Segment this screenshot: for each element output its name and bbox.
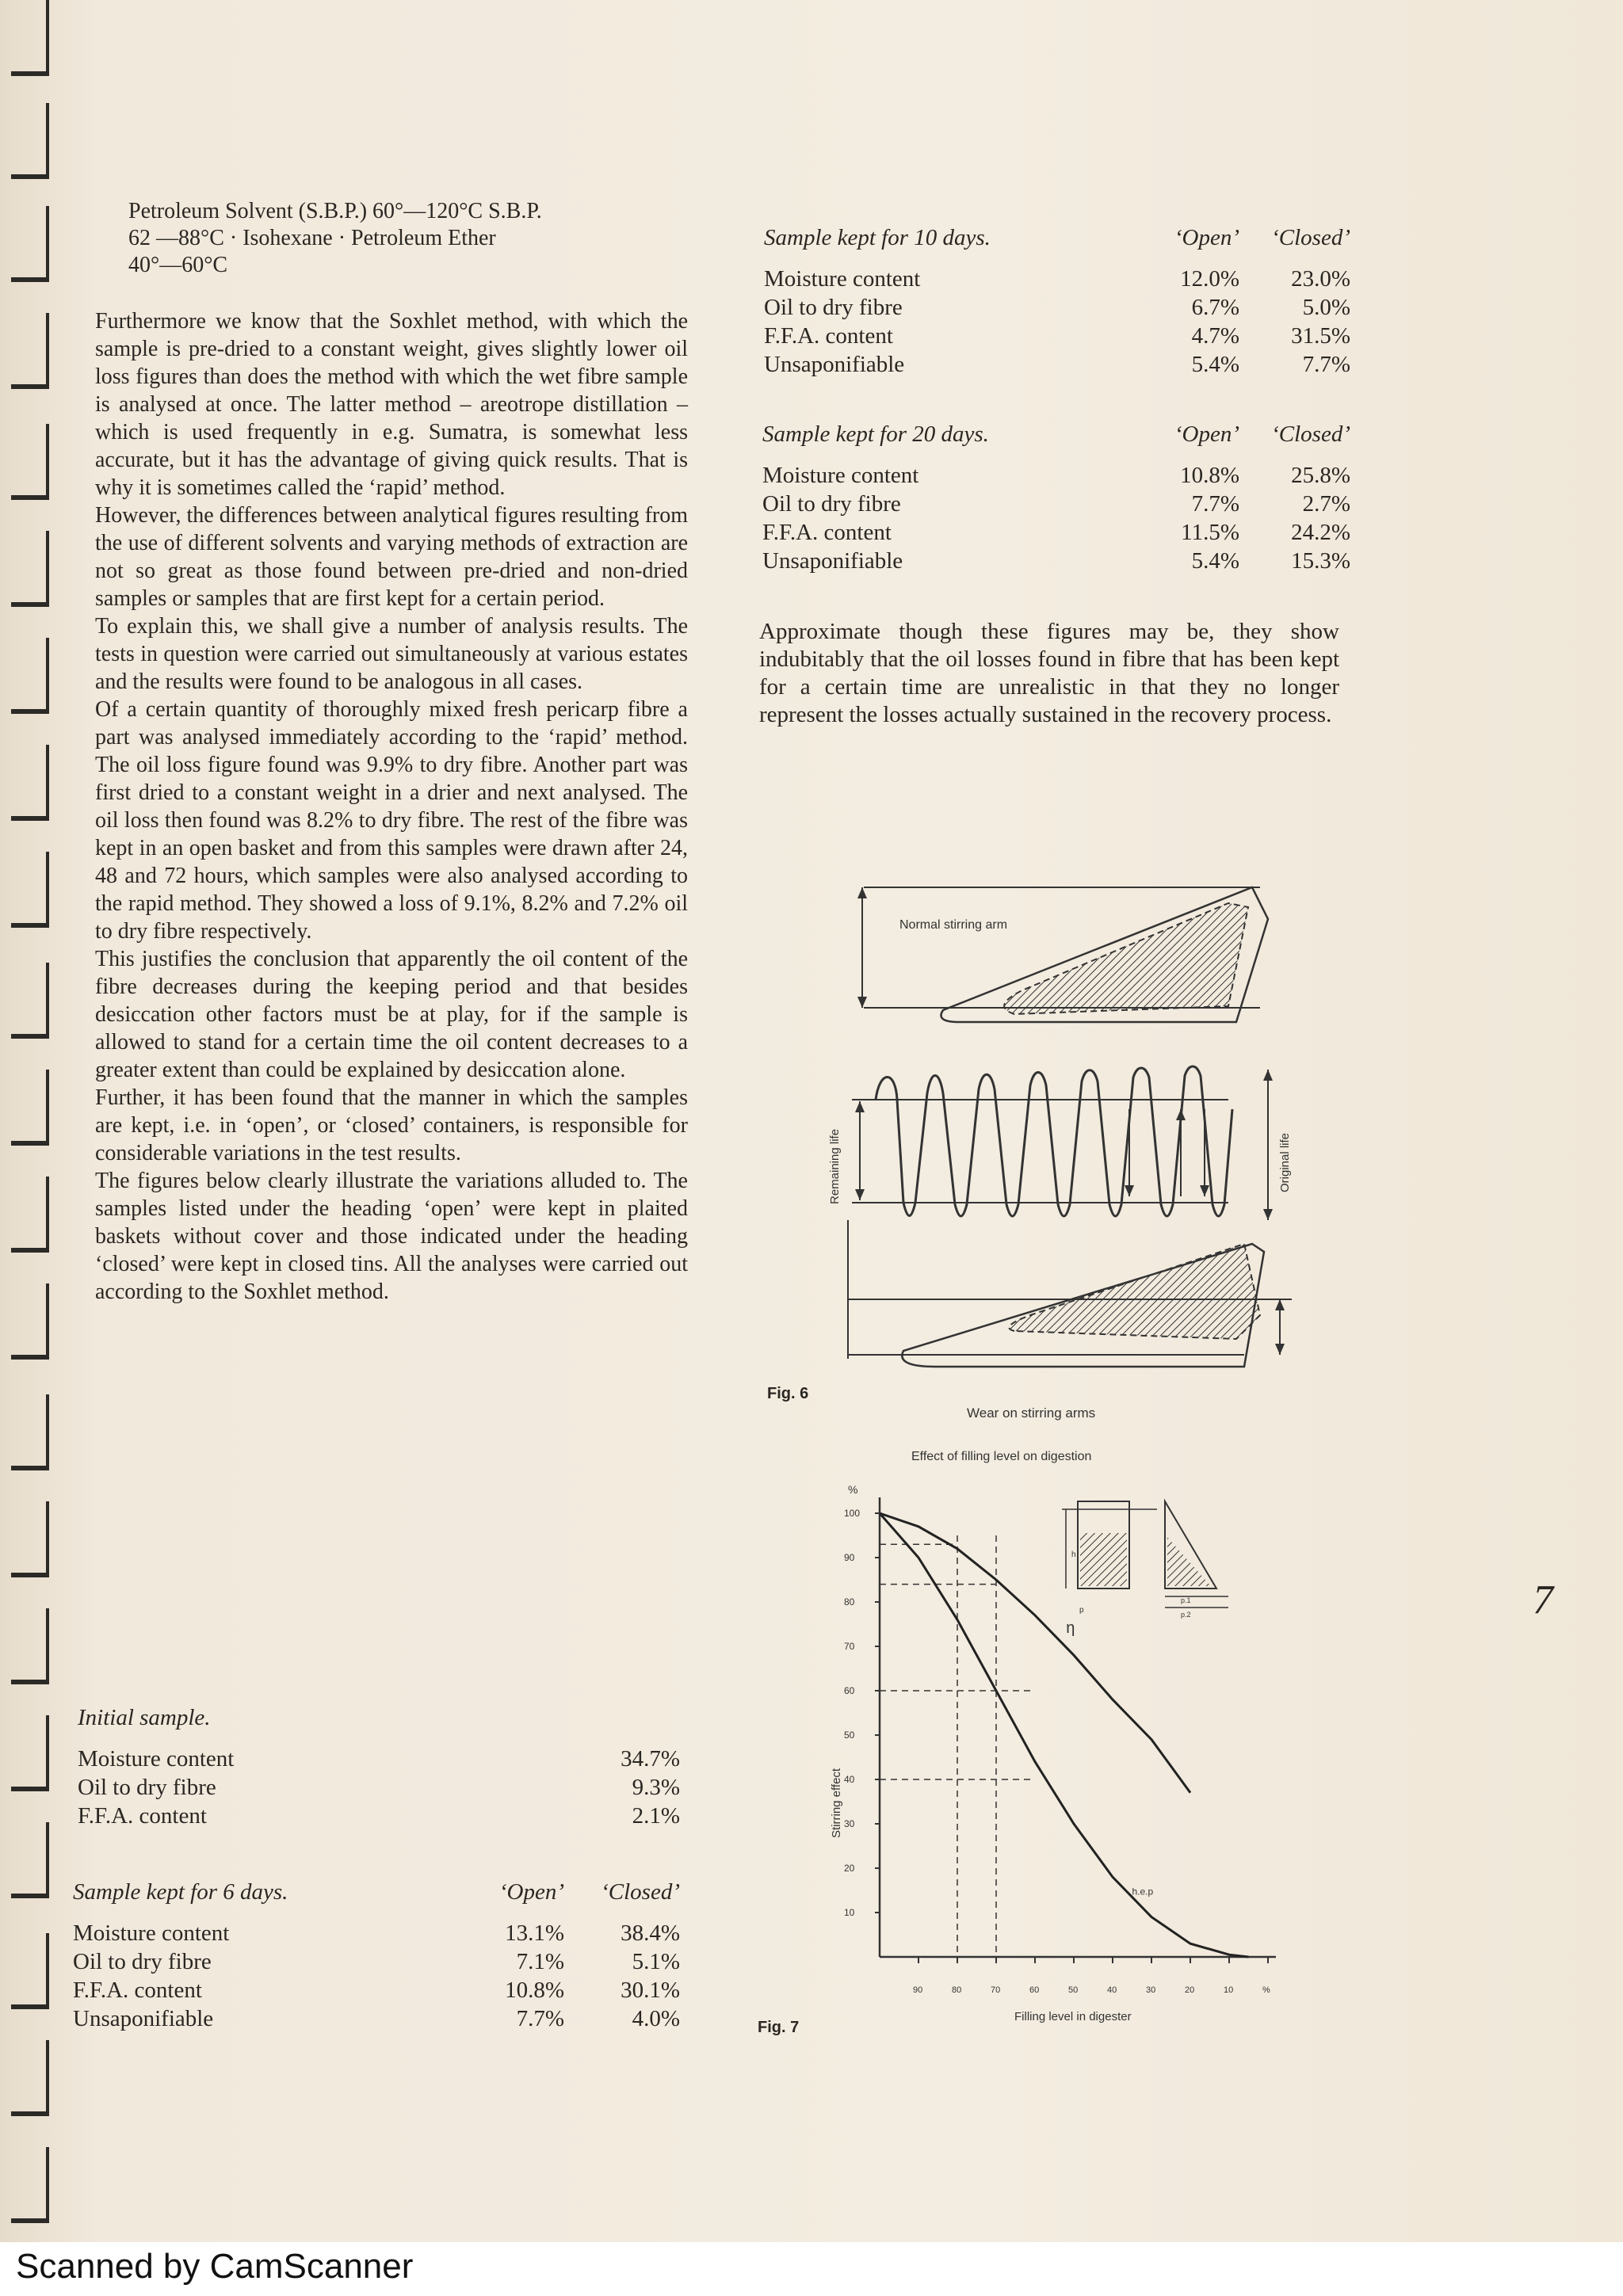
x-tick-label: 60	[1029, 1985, 1040, 1995]
inset-tank-fill	[1080, 1533, 1127, 1586]
table-row	[762, 490, 1350, 518]
table-row	[764, 322, 1350, 350]
binding-marks	[0, 0, 55, 2242]
open-value: 5.4%	[1191, 548, 1239, 574]
closed-value: 25.8%	[1291, 463, 1350, 488]
closed-value: 5.1%	[632, 1949, 680, 1974]
open-value: 12.0%	[1180, 266, 1239, 292]
table-row	[764, 265, 1350, 293]
table-row	[764, 350, 1350, 379]
row-label: F.F.A. content	[764, 323, 893, 349]
arm-label: Normal stirring arm	[899, 918, 1008, 932]
y-tick-label: 70	[844, 1641, 855, 1652]
row-label: Moisture content	[762, 463, 919, 488]
fig7-label: Fig. 7	[758, 2019, 800, 2036]
conclusion-text	[759, 618, 1339, 729]
fig7-chart	[816, 1482, 1339, 2028]
closed-value: 24.2%	[1291, 520, 1350, 545]
page-number: 7	[1533, 1577, 1553, 1623]
y-tick-label: 100	[844, 1508, 861, 1519]
row-label: Oil to dry fibre	[762, 491, 901, 517]
closed-value: 31.5%	[1291, 323, 1350, 349]
x-tick-label: 10	[1224, 1985, 1234, 1995]
inset-p-label: p	[1079, 1606, 1084, 1615]
closed-value: 4.0%	[632, 2006, 680, 2031]
series-eta-label: η	[1066, 1619, 1075, 1638]
y-tick-label: 60	[844, 1685, 855, 1696]
paragraph: To explain this, we shall give a number of analysis results. The tests in question were carried out simultaneously at various estates and the results were found to be analogous in all cases.	[95, 614, 688, 694]
row-label: Unsaponifiable	[762, 548, 903, 574]
intro-line: 62 —88°C · Isohexane · Petroleum Ether	[128, 226, 496, 250]
closed-value: 23.0%	[1291, 266, 1350, 292]
y-tick-label: 30	[844, 1818, 855, 1829]
closed-value: 30.1%	[621, 1978, 680, 2003]
paragraph: Approximate though these figures may be, they show indubitably that the oil losses found in fibre that has been kept for a certain time are unrealistic in that they no longer represent the losses actually sustained in the recovery process.	[759, 619, 1339, 727]
closed-value: 38.4%	[621, 1920, 680, 1946]
inset-cone-fill	[1167, 1537, 1211, 1586]
paragraph: Further, it has been found that the manner in which the samples are kept, i.e. in ‘open’, or ‘closed’ containers, is responsible for considerable variations in the test results.	[95, 1085, 688, 1165]
footer-text: Scanned by CamScanner	[16, 2247, 414, 2286]
x-tick-label: 40	[1107, 1985, 1117, 1995]
inset-h-label: h	[1071, 1550, 1076, 1559]
open-header: ‘Open’	[1174, 421, 1239, 447]
row-label: F.F.A. content	[78, 1803, 207, 1829]
table-caption: Sample kept for 20 days.	[762, 421, 989, 447]
open-header: ‘Open’	[498, 1879, 564, 1905]
table-caption: Initial sample.	[78, 1705, 211, 1730]
fig6-caption: Wear on stirring arms	[967, 1405, 1096, 1421]
table-row	[78, 1745, 680, 1773]
series-hep-label: h.e.p	[1132, 1886, 1154, 1897]
row-label: Moisture content	[764, 266, 921, 292]
row-label: Moisture content	[78, 1746, 235, 1772]
closed-header: ‘Closed’	[1271, 421, 1350, 447]
fig6-wear-diagram	[816, 871, 1323, 1379]
inset-p2-label: p.2	[1181, 1611, 1191, 1619]
open-header: ‘Open’	[1174, 225, 1239, 250]
x-tick-label: %	[1262, 1985, 1270, 1995]
row-label: F.F.A. content	[762, 520, 892, 545]
paragraph: However, the differences between analytical figures resulting from the use of different solvents and varying methods of extraction are not so great as those found between pre-dried and non-dried samples or samples that are first kept for a certain period.	[95, 503, 688, 611]
sample-6-days-table	[73, 1878, 680, 2033]
row-label: Oil to dry fibre	[764, 295, 903, 320]
open-value: 11.5%	[1181, 520, 1239, 545]
paragraph: Furthermore we know that the Soxhlet method, with which the sample is pre-dried to a constant weight, gives slightly lower oil loss figures than does the method with which the wet fibre sample is analysed at once. The latter method – areotrope distillation – which is used frequently in e.g. Sumatra, is somewhat less accurate, but it has the advantage of giving quick results. That is why it is sometimes called the ‘rapid’ method.	[95, 309, 688, 500]
intro-block	[128, 198, 693, 279]
body-text	[95, 307, 688, 1306]
intro-line: Petroleum Solvent (S.B.P.) 60°—120°C S.B.P.	[128, 199, 542, 223]
y-tick-label: 10	[844, 1907, 855, 1918]
open-value: 10.8%	[1180, 463, 1239, 488]
table-row	[78, 1802, 680, 1830]
scanner-footer	[0, 2242, 1623, 2296]
fig6-label: Fig. 6	[767, 1385, 809, 1402]
table-caption: Sample kept for 6 days.	[73, 1879, 288, 1905]
remaining-life-label: Remaining life	[828, 1128, 842, 1204]
table-row	[73, 2004, 680, 2033]
row-label: Unsaponifiable	[73, 2006, 214, 2031]
open-value: 4.7%	[1191, 323, 1239, 349]
closed-header: ‘Closed’	[1271, 225, 1350, 250]
y-tick-label: 90	[844, 1552, 855, 1563]
y-axis-label: Stirring effect	[830, 1768, 843, 1838]
x-tick-label: 20	[1185, 1985, 1195, 1995]
initial-sample-table	[78, 1703, 680, 1830]
closed-value: 5.0%	[1302, 295, 1350, 320]
row-value: 34.7%	[621, 1746, 680, 1772]
y-unit-label: %	[848, 1483, 858, 1496]
x-tick-label: 70	[991, 1985, 1001, 1995]
sample-20-days-table	[762, 420, 1350, 575]
y-tick-label: 40	[844, 1774, 855, 1785]
open-value: 7.7%	[516, 2006, 564, 2031]
row-label: Moisture content	[73, 1920, 230, 1946]
paragraph: The figures below clearly illustrate the variations alluded to. The samples listed under the heading ‘open’ were kept in plaited baskets without cover and those indicated under the heading ‘closed’ were kept in closed tins. All the analyses were carried out according to the Soxhlet method.	[95, 1169, 688, 1304]
y-tick-label: 20	[844, 1863, 855, 1874]
table-row	[73, 1919, 680, 1947]
y-tick-label: 80	[844, 1596, 855, 1608]
table-row	[764, 293, 1350, 322]
open-value: 7.7%	[1191, 491, 1239, 517]
row-label: F.F.A. content	[73, 1978, 202, 2003]
x-tick-label: 80	[952, 1985, 962, 1995]
open-value: 10.8%	[505, 1978, 564, 2003]
closed-value: 2.7%	[1302, 491, 1350, 517]
y-tick-label: 50	[844, 1730, 855, 1741]
closed-value: 7.7%	[1302, 352, 1350, 377]
fig7-title: Effect of filling level on digestion	[911, 1450, 1092, 1463]
row-label: Oil to dry fibre	[78, 1775, 216, 1800]
open-value: 6.7%	[1191, 295, 1239, 320]
table-row	[73, 1976, 680, 2004]
intro-line: 40°—60°C	[128, 253, 228, 277]
table-row	[762, 547, 1350, 575]
table-row	[78, 1773, 680, 1802]
row-value: 9.3%	[632, 1775, 680, 1800]
open-value: 13.1%	[505, 1920, 564, 1946]
row-label: Oil to dry fibre	[73, 1949, 212, 1974]
table-row	[73, 1947, 680, 1976]
inset-p1-label: p.1	[1181, 1596, 1191, 1604]
x-axis-label: Filling level in digester	[1014, 2010, 1132, 2023]
row-label: Unsaponifiable	[764, 352, 905, 377]
x-tick-label: 30	[1146, 1985, 1156, 1995]
row-value: 2.1%	[632, 1803, 680, 1829]
original-life-label: Original life	[1278, 1132, 1292, 1192]
paragraph: Of a certain quantity of thoroughly mixed fresh pericarp fibre a part was analysed immediately according to the ‘rapid’ method. The oil loss figure found was 9.9% to dry fibre. Another part was first dried to a constant weight in a drier and next analysed. The oil loss then found was 8.2% to dry fibre. The rest of the fibre was kept in an open basket and from this samples were drawn after 24, 48 and 72 hours, which samples were also analysed according to the rapid method. They showed a loss of 9.1%, 8.2% and 7.2% oil to dry fibre respectively.	[95, 697, 688, 944]
open-value: 5.4%	[1191, 352, 1239, 377]
table-row	[762, 461, 1350, 490]
x-tick-label: 90	[913, 1985, 923, 1995]
x-tick-label: 50	[1068, 1985, 1079, 1995]
table-row	[762, 518, 1350, 547]
series-eta-line	[880, 1513, 1190, 1793]
open-value: 7.1%	[516, 1949, 564, 1974]
sample-10-days-table	[764, 223, 1350, 379]
paragraph: This justifies the conclusion that apparently the oil content of the fibre decreases during the keeping period and that besides desiccation other factors must be at play, for if the sample is allowed to stand for a certain time the oil content decreases to a greater extent than could be explained by desiccation alone.	[95, 947, 688, 1082]
closed-header: ‘Closed’	[601, 1879, 680, 1905]
closed-value: 15.3%	[1291, 548, 1350, 574]
table-caption: Sample kept for 10 days.	[764, 225, 991, 250]
